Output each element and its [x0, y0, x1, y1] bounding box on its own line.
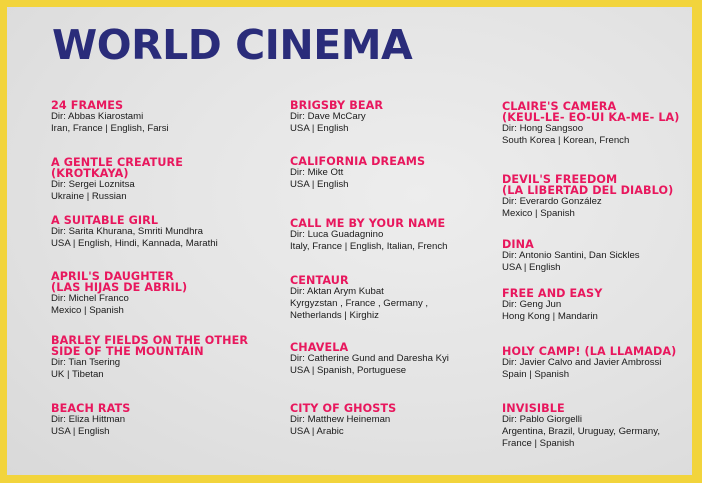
film-director: Dir: Tian Tsering [51, 357, 121, 368]
film-country-language: Hong Kong | Mandarin [502, 311, 598, 322]
film-director: Dir: Antonio Santini, Dan Sickles [502, 250, 640, 261]
film-country-language: Argentina, Brazil, Uruguay, Germany, France | Spanish [502, 426, 661, 449]
film-title: A SUITABLE GIRL [51, 214, 159, 227]
film-entry [290, 342, 449, 377]
film-entry [290, 218, 447, 253]
film-country-language: USA | English [290, 179, 349, 190]
film-director: Dir: Luca Guadagnino [290, 229, 384, 240]
film-title: 24 FRAMES [51, 99, 124, 112]
film-entry [502, 288, 602, 323]
poster-page [7, 7, 692, 475]
film-director: Dir: Catherine Gund and Daresha Kyi [290, 353, 449, 364]
film-director: Dir: Michel Franco [51, 293, 129, 304]
film-entry [290, 100, 383, 135]
film-title: FREE AND EASY [502, 287, 603, 300]
film-director: Dir: Dave McCary [290, 111, 366, 122]
film-entry [51, 335, 248, 381]
film-country-language: Italy, France | English, Italian, French [290, 241, 448, 252]
film-title: CITY OF GHOSTS [290, 402, 397, 415]
film-entry [502, 174, 673, 220]
film-country-language: USA | English, Hindi, Kannada, Marathi [51, 238, 218, 249]
film-entry [51, 157, 251, 203]
film-director: Dir: Geng Jun [502, 299, 562, 310]
film-entry [290, 275, 428, 322]
film-title: CALL ME BY YOUR NAME [290, 217, 446, 230]
film-title: INVISIBLE [502, 402, 565, 415]
film-country-language: USA | Spanish, Portuguese [290, 365, 407, 376]
film-director: Dir: Pablo Giorgelli [502, 414, 582, 425]
film-country-language: Ukraine | Russian [51, 191, 127, 202]
film-entry [502, 346, 676, 381]
film-title: DINA [502, 238, 534, 251]
film-director: Dir: Sarita Khurana, Smriti Mundhra [51, 226, 203, 237]
page-title: WORLD CINEMA [52, 21, 413, 69]
film-title: BARLEY FIELDS ON THE OTHER SIDE OF THE MOUNTAIN [51, 334, 249, 358]
film-title: BRIGSBY BEAR [290, 99, 384, 112]
film-country-language: USA | Arabic [290, 426, 344, 437]
film-entry [502, 403, 660, 450]
film-country-language: UK | Tibetan [51, 369, 104, 380]
film-entry [502, 239, 640, 274]
film-country-language: Kyrgyzstan , France , Germany , Netherlands | Kirghiz [290, 298, 429, 321]
film-title: APRIL'S DAUGHTER (LAS HIJAS DE ABRIL) [51, 270, 188, 294]
film-entry [51, 271, 187, 317]
film-entry [290, 156, 425, 191]
film-country-language: USA | English [290, 123, 349, 134]
film-title: BEACH RATS [51, 402, 131, 415]
film-entry [290, 403, 396, 438]
film-director: Dir: Javier Calvo and Javier Ambrossi [502, 357, 662, 368]
film-title: CHAVELA [290, 341, 349, 354]
film-entry [51, 215, 218, 250]
film-title: DEVIL'S FREEDOM (LA LIBERTAD DEL DIABLO) [502, 173, 674, 197]
film-director: Dir: Eliza Hittman [51, 414, 126, 425]
film-director: Dir: Everardo González [502, 196, 602, 207]
film-country-language: USA | English [502, 262, 561, 273]
film-director: Dir: Mike Ott [290, 167, 344, 178]
film-entry [51, 100, 169, 135]
film-title: A GENTLE CREATURE (KROTKAYA) [51, 156, 183, 180]
film-director: Dir: Sergei Loznitsa [51, 179, 135, 190]
film-entry [502, 101, 680, 147]
film-director: Dir: Abbas Kiarostami [51, 111, 144, 122]
film-title: CALIFORNIA DREAMS [290, 155, 426, 168]
film-title: CLAIRE'S CAMERA (KEUL-LE- EO-UI KA-ME- LA) [502, 100, 680, 124]
film-entry [51, 403, 130, 438]
film-country-language: South Korea | Korean, French [502, 135, 630, 146]
film-country-language: Mexico | Spanish [51, 305, 124, 316]
film-director: Dir: Matthew Heineman [290, 414, 391, 425]
film-country-language: Mexico | Spanish [502, 208, 575, 219]
film-country-language: USA | English [51, 426, 110, 437]
film-title: CENTAUR [290, 274, 349, 287]
film-country-language: Spain | Spanish [502, 369, 570, 380]
film-country-language: Iran, France | English, Farsi [51, 123, 169, 134]
film-director: Dir: Hong Sangsoo [502, 123, 584, 134]
film-director: Dir: Aktan Arym Kubat [290, 286, 384, 297]
film-title: HOLY CAMP! (LA LLAMADA) [502, 345, 677, 358]
